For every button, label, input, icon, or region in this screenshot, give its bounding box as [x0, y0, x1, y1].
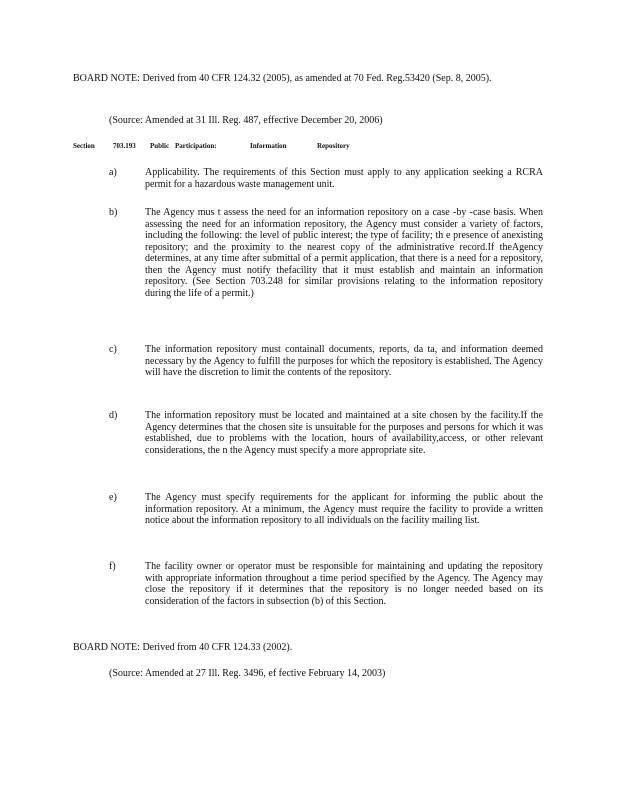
- section-heading: [73, 142, 543, 151]
- source-note-1: (Source: Amended at 31 Ill. Reg. 487, effective December 20, 2006): [109, 115, 383, 126]
- subsection-label: f): [109, 561, 116, 572]
- subsection-text: The Agency mus t assess the need for an information repository on a case -by -case basis. When assessing the need for an information repository, the Agency must consider a variety of factors, including the following: the level of public interest; the type of facility; th e presence of anexisting repository; and the proximity to the nearest copy of the administrative record.If theAgency determines, at any time after submittal of a permit application, that there is a need for a repository, then the Agency must notify thefacility that it must establish and maintain an information repository. (See Section 703.248 for similar provisions relating to the information repository during the life of a permit.): [145, 207, 543, 299]
- subsection-label: c): [109, 344, 117, 355]
- subsection-label: a): [109, 167, 117, 178]
- source-note-2: (Source: Amended at 27 Ill. Reg. 3496, ef fective February 14, 2003): [109, 668, 386, 679]
- subsection-label: e): [109, 492, 117, 503]
- subsection-label: d): [109, 410, 118, 421]
- subsection-text: The information repository must be located and maintained at a site chosen by the facility.If the Agency determines that the chosen site is unsuitable for the purposes and persons for which it was established, due to problems with the location, hours of availability,access, or other relevant considerations, the n the Agency must specify a more appropriate site.: [145, 410, 543, 456]
- section-word: Section: [73, 142, 95, 150]
- board-note-1: BOARD NOTE: Derived from 40 CFR 124.32 (2005), as amended at 70 Fed. Reg.53420 (Sep. 8, 2005).: [73, 73, 492, 84]
- subsection-text: The Agency must specify requirements for the applicant for informing the public about the information repository. At a minimum, the Agency must require the facility to provide a written notice about the information repository to all individuals on the facility mailing list.: [145, 492, 543, 526]
- section-title-participation: Participation:: [175, 142, 217, 150]
- subsection-text: The information repository must containall documents, reports, da ta, and information deemed necessary by the Agency to fulfill the purposes for which the repository is established. The Agency will have the discretion to limit the contents of the repository.: [145, 344, 543, 378]
- section-title-public: Public: [150, 142, 170, 150]
- section-title-repository: Repository: [317, 142, 350, 150]
- board-note-2: BOARD NOTE: Derived from 40 CFR 124.33 (2002).: [73, 642, 293, 653]
- subsection-label: b): [109, 207, 118, 218]
- section-number: 703.193: [113, 142, 136, 150]
- subsection-text: Applicability. The requirements of this Section must apply to any application seeking a RCRA permit for a hazardous waste management unit.: [145, 167, 543, 190]
- section-title-information: Information: [250, 142, 287, 150]
- subsection-text: The facility owner or operator must be responsible for maintaining and updating the repository with appropriate information throughout a time period specified by the Agency. The Agency may close the repository if it determines that the repository is no longer needed based on its consideration of the factors in subsection (b) of this Section.: [145, 561, 543, 607]
